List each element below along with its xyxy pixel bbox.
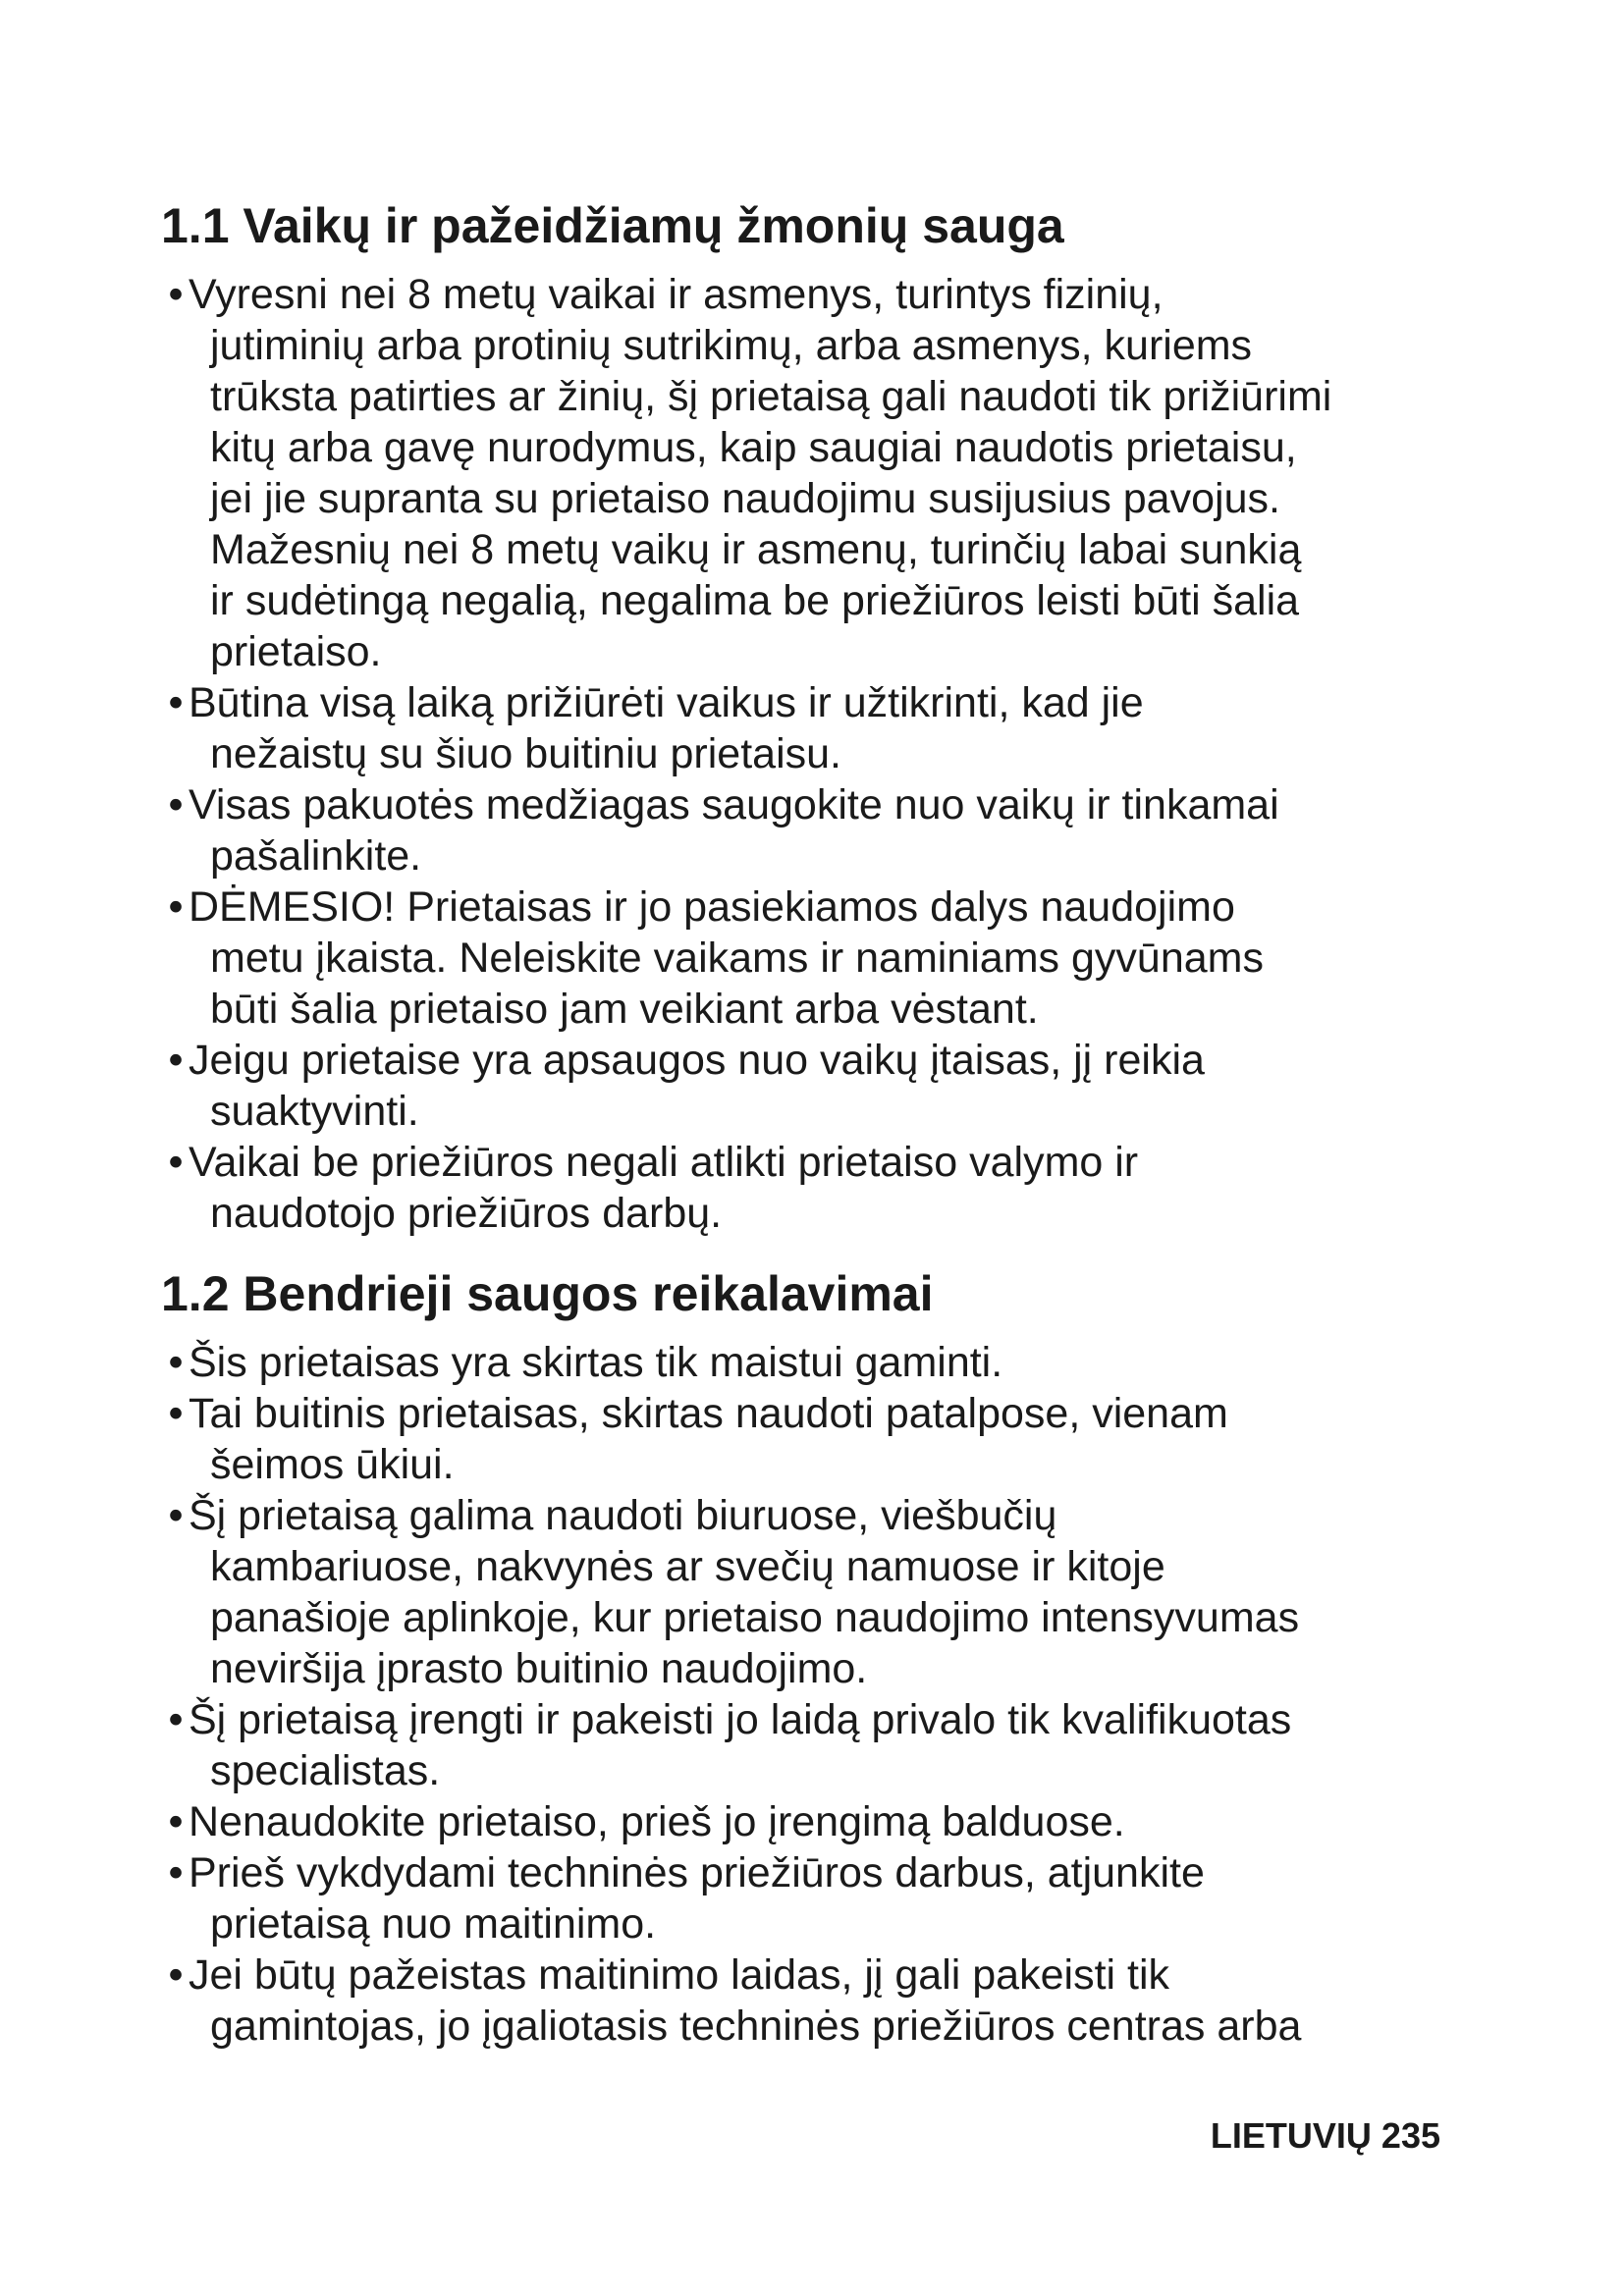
document-page [161,196,1477,2052]
list-item-line: kitų arba gavę nurodymus, kaip saugiai naudotis prietaisu, [210,424,1297,471]
bullet-marker: • [168,883,184,931]
list-item-line: kambariuose, nakvynės ar svečių namuose ir kitoje [210,1543,1165,1590]
list-item-line: Jeigu prietaise yra apsaugos nuo vaikų įtaisas, jį reikia [189,1037,1205,1084]
list-item [161,1847,1477,1949]
list-item-line: suaktyvinti. [210,1088,419,1135]
list-item [161,1490,1477,1694]
list-item-line: būti šalia prietaiso jam veikiant arba vėstant. [210,986,1039,1033]
list-item-line: Tai buitinis prietaisas, skirtas naudoti patalpose, vienam [189,1390,1228,1437]
list-item-line: nežaistų su šiuo buitiniu prietaisu. [210,730,841,777]
list-item-line: Mažesnių nei 8 metų vaikų ir asmenų, turinčių labai sunkią [210,526,1302,573]
section-2-list [161,1337,1477,2052]
bullet-marker: • [168,781,184,828]
list-item-line: Jei būtų pažeistas maitinimo laidas, jį gali pakeisti tik [189,1951,1170,1999]
bullet-marker: • [168,271,184,318]
bullet-marker: • [168,1798,184,1845]
bullet-marker: • [168,1849,184,1896]
list-item [161,1388,1477,1490]
list-item-line: Vyresni nei 8 metų vaikai ir asmenys, turintys fizinių, [189,271,1164,318]
list-item [161,677,1477,779]
list-item [161,881,1477,1035]
list-item-line: gamintojas, jo įgaliotasis techninės priežiūros centras arba [210,2002,1302,2050]
list-item-line: panašioje aplinkoje, kur prietaiso naudojimo intensyvumas [210,1594,1300,1641]
bullet-marker: • [168,1951,184,1999]
bullet-marker: • [168,1390,184,1437]
list-item-line: naudotojo priežiūros darbų. [210,1190,723,1237]
section-2-title: 1.2 Bendrieji saugos reikalavimai [161,1266,934,1321]
list-item [161,779,1477,881]
list-item-line: prietaisą nuo maitinimo. [210,1900,657,1948]
page-footer: LIETUVIŲ 235 [1210,2115,1440,2156]
list-item-line: DĖMESIO! Prietaisas ir jo pasiekiamos dalys naudojimo [189,883,1235,931]
bullet-marker: • [168,1037,184,1084]
list-item [161,1949,1477,2052]
list-item [161,1137,1477,1239]
list-item-line: Vaikai be priežiūros negali atlikti prietaiso valymo ir [189,1139,1139,1186]
list-item-line: prietaiso. [210,628,382,675]
bullet-marker: • [168,1492,184,1539]
section-1-list [161,269,1477,1239]
list-item-line: Visas pakuotės medžiagas saugokite nuo vaikų ir tinkamai [189,781,1279,828]
bullet-marker: • [168,679,184,726]
list-item [161,269,1477,677]
list-item-line: jutiminių arba protinių sutrikimų, arba asmenys, kuriems [210,322,1253,369]
list-item [161,1337,1477,1388]
section-1-title: 1.1 Vaikų ir pažeidžiamų žmonių sauga [161,198,1064,253]
list-item-line: Šis prietaisas yra skirtas tik maistui gaminti. [189,1339,1003,1386]
list-item [161,1796,1477,1847]
bullet-marker: • [168,1139,184,1186]
list-item-line: Būtina visą laiką prižiūrėti vaikus ir užtikrinti, kad jie [189,679,1144,726]
list-item-line: neviršija įprasto buitinio naudojimo. [210,1645,868,1692]
list-item-line: metu įkaista. Neleiskite vaikams ir naminiams gyvūnams [210,934,1264,982]
list-item [161,1035,1477,1137]
list-item-line: specialistas. [210,1747,441,1794]
list-item-line: Šį prietaisą įrengti ir pakeisti jo laidą privalo tik kvalifikuotas [189,1696,1292,1743]
list-item-line: Šį prietaisą galima naudoti biuruose, viešbučių [189,1492,1057,1539]
list-item-line: Prieš vykdydami techninės priežiūros darbus, atjunkite [189,1849,1205,1896]
list-item-line: trūksta patirties ar žinių, šį prietaisą gali naudoti tik prižiūrimi [210,373,1332,420]
list-item-line: šeimos ūkiui. [210,1441,455,1488]
bullet-marker: • [168,1339,184,1386]
list-item-line: Nenaudokite prietaiso, prieš jo įrengimą balduose. [189,1798,1125,1845]
list-item-line: jei jie supranta su prietaiso naudojimu susijusius pavojus. [210,475,1280,522]
list-item-line: ir sudėtingą negalią, negalima be priežiūros leisti būti šalia [210,577,1300,624]
bullet-marker: • [168,1696,184,1743]
list-item-line: pašalinkite. [210,832,422,880]
list-item [161,1694,1477,1796]
